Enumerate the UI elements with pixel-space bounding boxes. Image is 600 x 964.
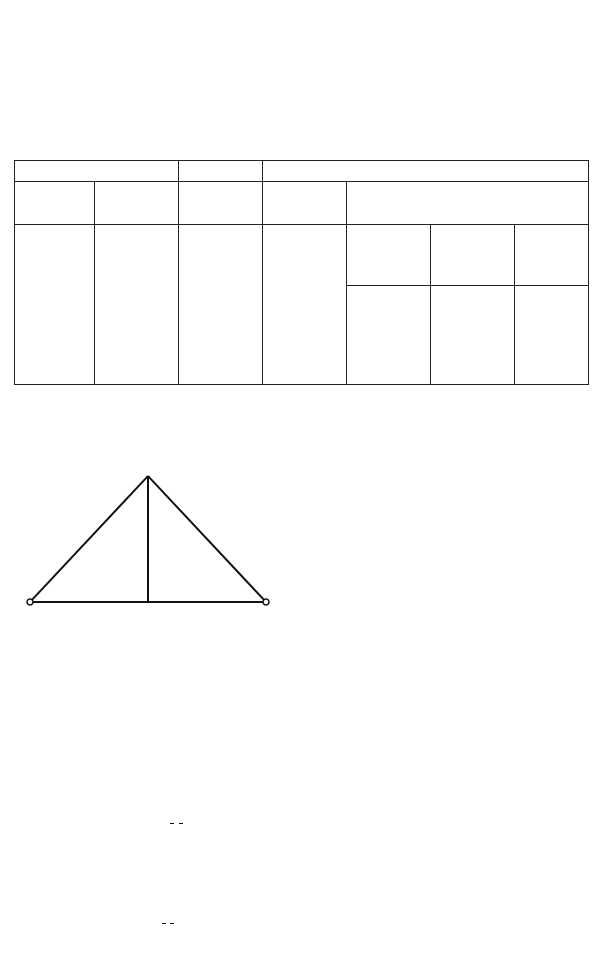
result-cell: [263, 225, 347, 385]
subcond-cell: [515, 225, 589, 286]
fraction: [162, 923, 166, 924]
header-a-lt-b: [263, 161, 589, 182]
formula-sinB: [170, 802, 183, 842]
fraction: [170, 823, 174, 824]
triangle-figure: [14, 468, 272, 638]
formula-c1: [162, 904, 174, 940]
vertex-a: [263, 599, 269, 605]
cond-cell: [95, 182, 179, 225]
result-cell: [515, 286, 589, 385]
numerator: [162, 923, 166, 924]
subcond-cell: [347, 225, 431, 286]
result-cell: [347, 286, 431, 385]
cond-cell: [179, 182, 263, 225]
cond-cell: [15, 182, 95, 225]
result-cell: [15, 225, 95, 385]
vertex-b: [27, 599, 33, 605]
side-cb: [148, 476, 266, 602]
result-cell: [179, 225, 263, 385]
header-a-eq-b: [15, 161, 179, 182]
header-a-gt-b: [179, 161, 263, 182]
side-ca: [30, 476, 148, 602]
cond-cell: [347, 182, 589, 225]
numerator: [170, 923, 174, 924]
numerator: [170, 823, 174, 824]
numerator: [179, 823, 183, 824]
subcond-cell: [431, 225, 515, 286]
result-cell: [431, 286, 515, 385]
fraction: [170, 923, 174, 924]
cond-cell: [263, 182, 347, 225]
page-header: [0, 0, 600, 26]
fraction: [179, 823, 183, 824]
solutions-table: [14, 160, 589, 385]
result-cell: [95, 225, 179, 385]
